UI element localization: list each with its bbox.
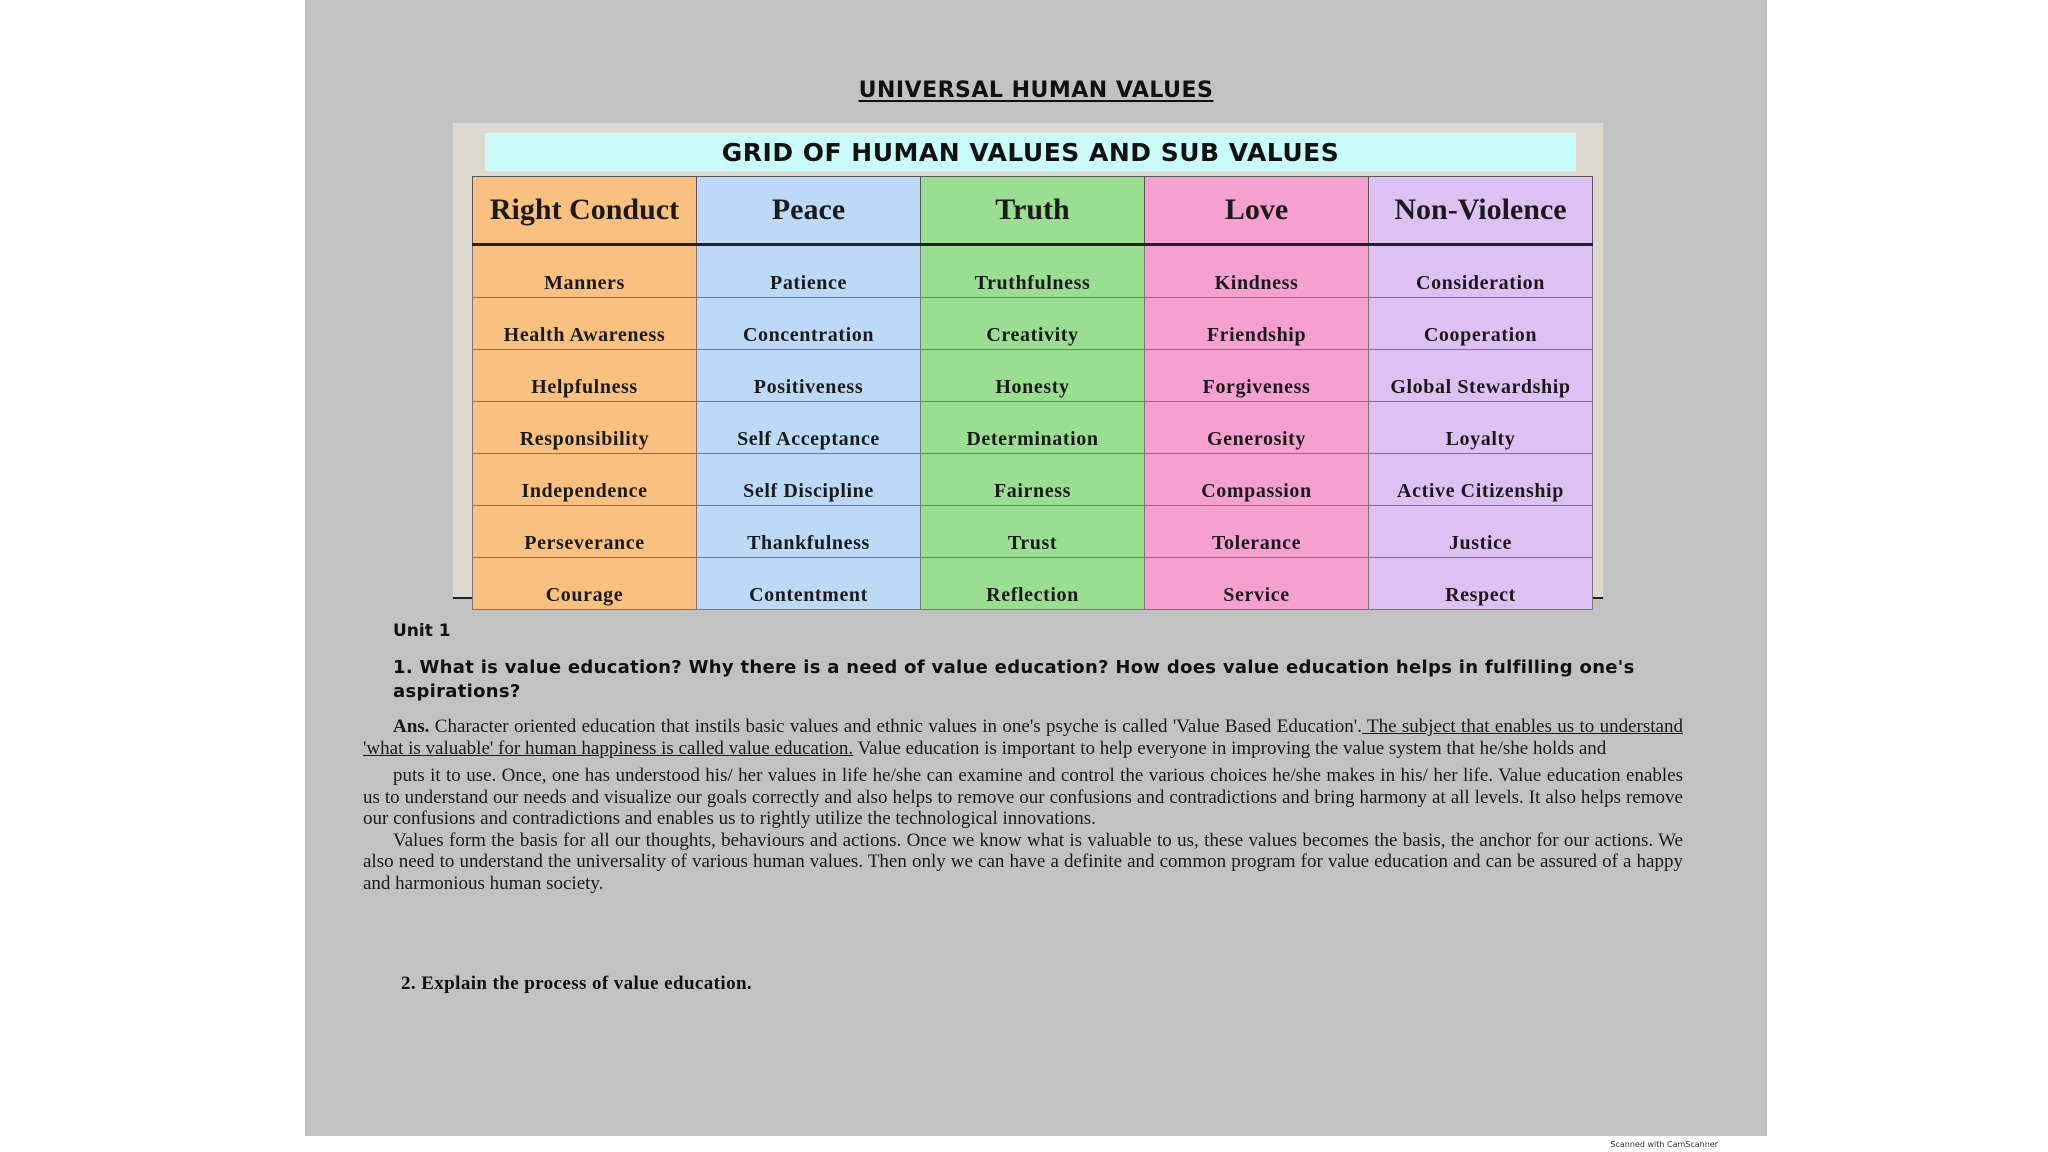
grid-cell: Global Stewardship	[1369, 350, 1593, 402]
grid-header-non-violence: Non-Violence	[1369, 177, 1593, 245]
grid-cell: Concentration	[697, 298, 921, 350]
grid-header-truth: Truth	[921, 177, 1145, 245]
grid-cell: Cooperation	[1369, 298, 1593, 350]
grid-cell: Creativity	[921, 298, 1145, 350]
grid-cell: Justice	[1369, 506, 1593, 558]
grid-cell: Self Discipline	[697, 454, 921, 506]
grid-cell: Self Acceptance	[697, 402, 921, 454]
grid-cell: Truthfulness	[921, 245, 1145, 298]
grid-body	[473, 245, 1593, 610]
values-grid-image	[453, 123, 1603, 606]
grid-row	[473, 506, 1593, 558]
grid-cell: Friendship	[1145, 298, 1369, 350]
question-1: 1. What is value education? Why there is a need of value education? How does value education helps in fulfilling one's aspirations?	[393, 657, 1635, 702]
values-grid-table	[472, 176, 1593, 610]
grid-row	[473, 558, 1593, 610]
answer-text-end: Value education is important to help everyone in improving the value system that he/she holds and	[853, 737, 1607, 759]
document-title: UNIVERSAL HUMAN VALUES	[858, 78, 1214, 103]
answer-paragraph-1	[363, 716, 1683, 759]
answer-underlined-definition: The subject that enables us to understand 'what is valuable' for human happiness is called value education.	[363, 716, 1683, 759]
grid-cell: Thankfulness	[697, 506, 921, 558]
grid-cell: Honesty	[921, 350, 1145, 402]
grid-cell: Patience	[697, 245, 921, 298]
answer-paragraph-2: puts it to use. Once, one has understood his/ her values in life he/she can examine and control the various choices he/she makes in his/ her life. Value education enables us to understand our needs and visualize our goals correctly and also helps to remove our confusions and contradictions and bring harmony at all levels. It also helps remove our confusions and contradictions and enables us to rightly utilize the technological innovations.	[363, 765, 1683, 829]
grid-cell: Determination	[921, 402, 1145, 454]
grid-header-right-conduct: Right Conduct	[473, 177, 697, 245]
answer-1	[363, 716, 1683, 894]
grid-cell: Trust	[921, 506, 1145, 558]
grid-cell: Perseverance	[473, 506, 697, 558]
scanner-watermark: Scanned with CamScanner	[1610, 1140, 1718, 1149]
grid-row	[473, 454, 1593, 506]
grid-cell: Contentment	[697, 558, 921, 610]
grid-cell: Helpfulness	[473, 350, 697, 402]
grid-cell: Manners	[473, 245, 697, 298]
answer-label: Ans.	[393, 716, 430, 737]
answer-paragraph-3: Values form the basis for all our thoughts, behaviours and actions. Once we know what is valuable to us, these values becomes the basis, the anchor for our actions. We also need to understand the universality of various human values. Then only we can have a definite and common program for value education and can be assured of a happy and harmonious human society.	[363, 829, 1683, 894]
grid-header-peace: Peace	[697, 177, 921, 245]
grid-cell: Active Citizenship	[1369, 454, 1593, 506]
grid-cell: Service	[1145, 558, 1369, 610]
scanned-page	[305, 0, 1767, 1136]
grid-cell: Generosity	[1145, 402, 1369, 454]
grid-cell: Respect	[1369, 558, 1593, 610]
grid-cell: Forgiveness	[1145, 350, 1369, 402]
grid-cell: Compassion	[1145, 454, 1369, 506]
grid-cell: Tolerance	[1145, 506, 1369, 558]
answer-text-start: Character oriented education that instils basic values and ethnic values in one's psyche is called 'Value Based Education'.	[429, 716, 1362, 737]
grid-header-row	[473, 177, 1593, 245]
grid-cell: Independence	[473, 454, 697, 506]
grid-row	[473, 402, 1593, 454]
grid-cell: Kindness	[1145, 245, 1369, 298]
grid-cell: Responsibility	[473, 402, 697, 454]
question-2: 2. Explain the process of value education.	[401, 973, 753, 994]
grid-row	[473, 298, 1593, 350]
grid-cell: Positiveness	[697, 350, 921, 402]
grid-cell: Loyalty	[1369, 402, 1593, 454]
grid-header-love: Love	[1145, 177, 1369, 245]
grid-row	[473, 245, 1593, 298]
grid-cell: Health Awareness	[473, 298, 697, 350]
grid-cell: Consideration	[1369, 245, 1593, 298]
unit-heading: Unit 1	[393, 621, 451, 641]
grid-row	[473, 350, 1593, 402]
grid-cell: Fairness	[921, 454, 1145, 506]
grid-cell: Courage	[473, 558, 697, 610]
grid-banner: GRID OF HUMAN VALUES AND SUB VALUES	[485, 133, 1576, 171]
grid-cell: Reflection	[921, 558, 1145, 610]
